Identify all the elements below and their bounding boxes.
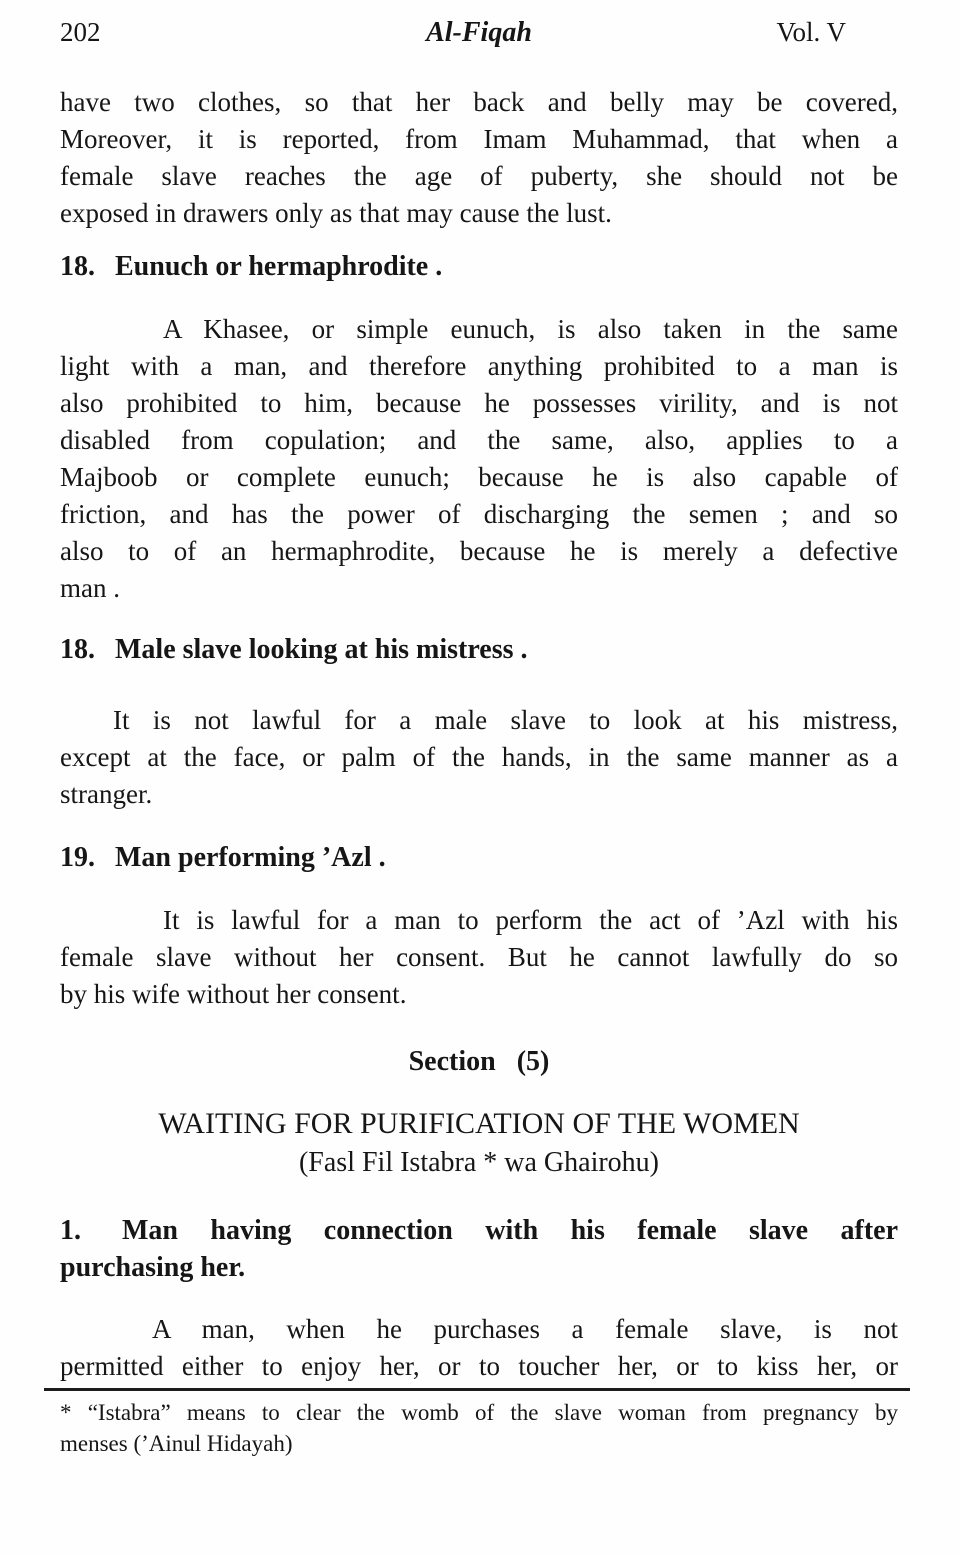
text-line: permitted either to enjoy her, or to toucher her, or to kiss her, or: [60, 1351, 898, 1381]
heading-number: 18.: [60, 634, 95, 665]
book-title: Al-Fiqah: [426, 17, 532, 48]
heading-19-azl: [60, 839, 898, 876]
text-line: except at the face, or palm of the hands, in the same manner as a: [60, 742, 898, 772]
text-line: exposed in drawers only as that may cause the lust.: [60, 198, 612, 228]
heading-label: Man having connection with his female slave after: [122, 1215, 898, 1246]
footnote-line: menses (’Ainul Hidayah): [60, 1431, 293, 1456]
heading-number: 1.: [60, 1215, 81, 1246]
text-line: female slave reaches the age of puberty, she should not be: [60, 161, 898, 191]
page-number: 202: [60, 17, 101, 47]
heading-label: Man performing ’Azl .: [115, 842, 386, 873]
footnote: [60, 1397, 898, 1459]
heading-1-connection: [60, 1212, 898, 1249]
text-line: female slave without her consent. But he cannot lawfully do so: [60, 942, 898, 972]
text-line: man .: [60, 573, 120, 603]
text-line: It is not lawful for a male slave to look at his mistress,: [113, 705, 898, 735]
text-line: A man, when he purchases a female slave, is not: [152, 1314, 898, 1344]
footnote-separator: [44, 1388, 910, 1391]
heading-label: Eunuch or hermaphrodite .: [115, 251, 443, 282]
text-line: Moreover, it is reported, from Imam Muhammad, that when a: [60, 124, 898, 154]
volume-label: Vol. V: [776, 17, 846, 47]
chapter-title: WAITING FOR PURIFICATION OF THE WOMEN: [158, 1107, 800, 1140]
text-line: also to of an hermaphrodite, because he is merely a defective: [60, 536, 898, 566]
paragraph-clothes: [60, 84, 898, 232]
text-line: It is lawful for a man to perform the act of ’Azl with his: [163, 905, 898, 935]
heading-18-male-slave: [60, 631, 898, 668]
heading-1-continuation: purchasing her.: [60, 1252, 246, 1283]
text-line: by his wife without her consent.: [60, 979, 407, 1009]
paragraph-mistress: [60, 702, 898, 813]
paragraph-azl: [60, 902, 898, 1013]
text-line: friction, and has the power of discharging the semen ; and so: [60, 499, 898, 529]
chapter-subtitle: (Fasl Fil Istabra * wa Ghairohu): [298, 1147, 660, 1178]
heading-label: Male slave looking at his mistress .: [115, 634, 528, 665]
text-line: stranger.: [60, 779, 153, 809]
text-line: Majboob or complete eunuch; because he is also capable of: [60, 462, 898, 492]
paragraph-purchase: [60, 1311, 898, 1385]
heading-18-eunuch: [60, 248, 898, 285]
section-5-title: Section (5): [408, 1046, 550, 1077]
page-header: [60, 14, 898, 54]
text-line: A Khasee, or simple eunuch, is also taken in the same: [163, 314, 898, 344]
text-line: light with a man, and therefore anything prohibited to a man is: [60, 351, 898, 381]
paragraph-khasee: [60, 311, 898, 607]
heading-number: 19.: [60, 842, 95, 873]
text-line: also prohibited to him, because he possesses virility, and is not: [60, 388, 898, 418]
text-line: have two clothes, so that her back and belly may be covered,: [60, 87, 898, 117]
footnote-line: * “Istabra” means to clear the womb of the slave woman from pregnancy by: [60, 1400, 898, 1425]
heading-number: 18.: [60, 251, 95, 282]
text-line: disabled from copulation; and the same, also, applies to a: [60, 425, 898, 455]
